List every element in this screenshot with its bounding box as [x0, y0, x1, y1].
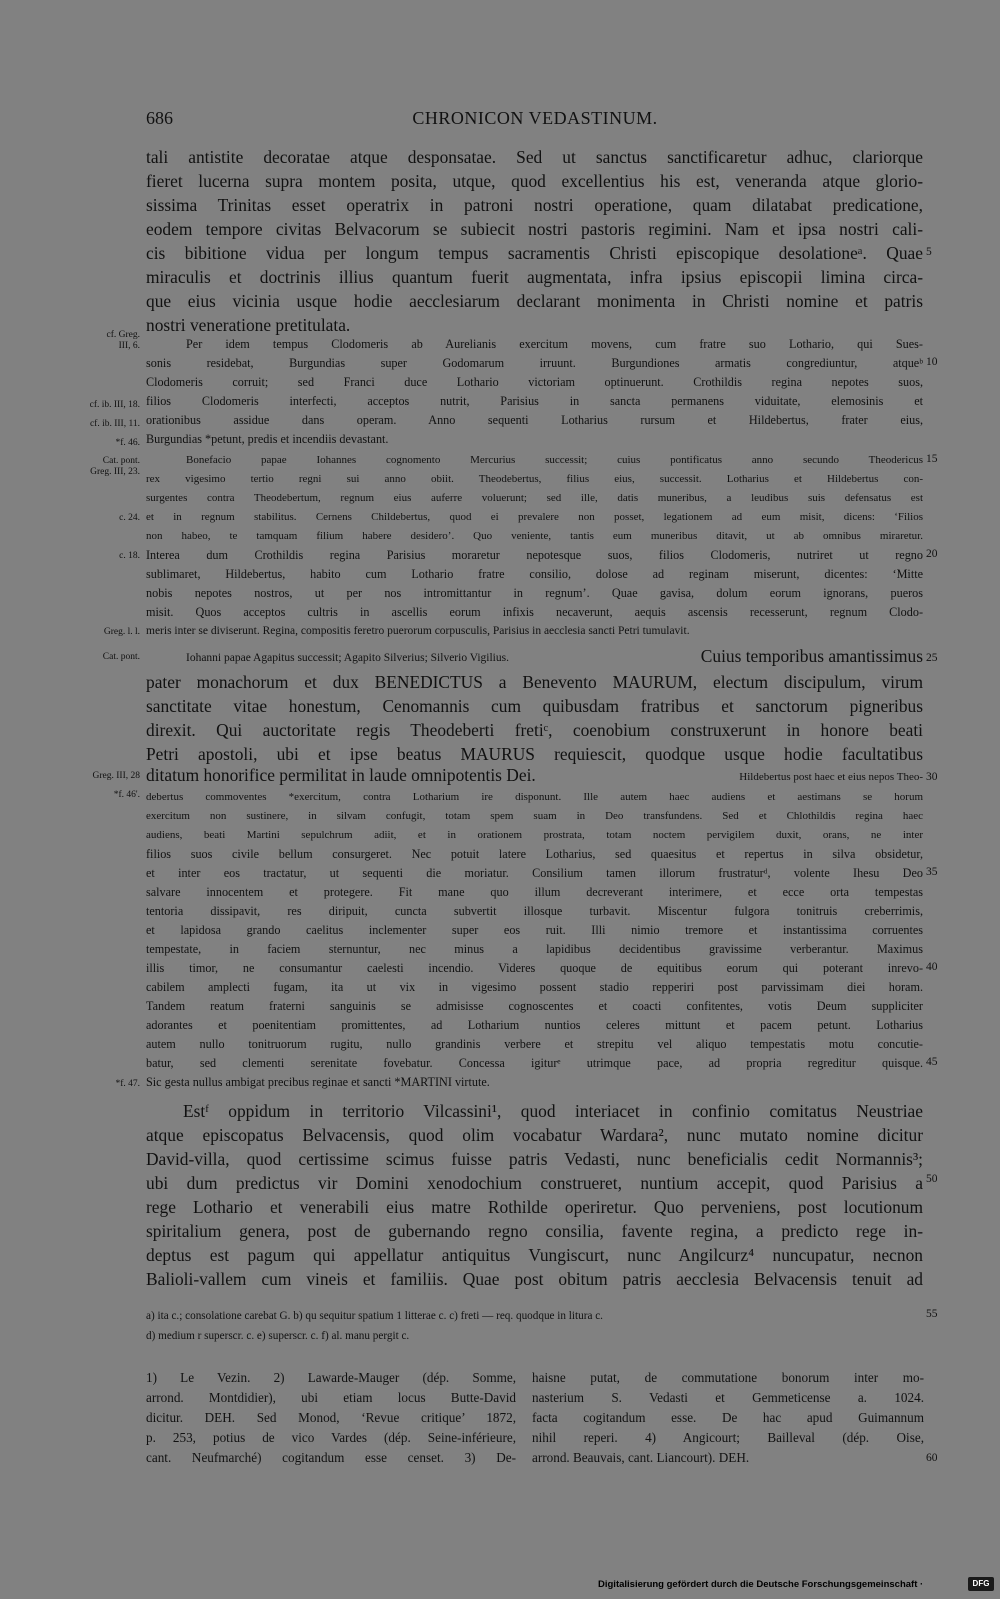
margin-note: c. 18.	[119, 551, 140, 561]
margin-note: Greg. III, 28	[92, 771, 140, 781]
text-line: et lapidosa grando caelitus inclementer super eos ruit. Illi nimio tremore et instantissima corruentes	[146, 923, 923, 937]
line-number: 45	[926, 1056, 938, 1068]
margin-note: Cat. pont.	[102, 456, 140, 466]
footnote-line: p. 253, potius de vico Vardes (dép. Seine-inférieure,	[146, 1430, 516, 1445]
line-number: 30	[926, 771, 938, 783]
margin-note: cf. Greg.	[106, 330, 140, 340]
text-line-large-part: ditatum honorifice permilitat in laude omnipotentis Dei.	[146, 765, 536, 785]
text-line: pater monachorum et dux BENEDICTUS a Benevento MAURUM, electum discipulum, virum	[146, 672, 923, 692]
text-line: David-villa, quod certissime scimus fuisse patris Vedasti, nunc beneficialis cedit Normannis³;	[146, 1149, 923, 1169]
text-line: nobis nepotes nostros, ut per nos intromittantur in regnum’. Quae gavisa, dolum eorum ignorans, pueros	[146, 586, 923, 600]
text-line: cis bibitione vidua per longum tempus sacramentis Christi episcopique desolationeᵃ. Quae	[146, 243, 923, 263]
text-line: cabilem amplecti fugam, ita ut vix in vigesimo possent stadio repperiri post parvissimam diei horam.	[146, 980, 923, 994]
text-line: tempestate, in faciem sternuntur, nec minus a lapidibus decidentibus gravissime verberantur. Maximus	[146, 942, 923, 956]
text-line: autem nullo tonitruorum rugitu, nullo grandinis verbere et strepitu vel aliquo tempestatis motu concutie-	[146, 1037, 923, 1051]
line-number: 55	[926, 1308, 938, 1320]
line-number: 60	[926, 1452, 938, 1464]
text-line: debertus commoventes *exercitum, contra Lotharium ire disponunt. Ille autem haec audiens et aestimans se horum	[146, 791, 923, 803]
apparatus-line: d) medium r superscr. c. e) superscr. c. f) al. manu pergit c.	[146, 1330, 410, 1342]
text-line: miraculis et doctrinis illius quantum fuerit augmentata, infra ipsius episcopii limina circa-	[146, 267, 923, 287]
text-line: Clodomeris corruit; sed Franci duce Lothario victoriam optinuerunt. Crothildis regina nepotes suos,	[146, 375, 923, 389]
text-line: spiritalium genera, post de gubernando regno consilia, favente regina, a predicto rege in-	[146, 1221, 923, 1241]
text-line: sublimaret, Hildebertus, habito cum Lothario fratre consilio, dolose ad reginam miserunt, dicentes: ‘Mitte	[146, 567, 923, 581]
text-line: illis timor, ne consumantur caelesti incendio. Videres quoque de equitibus eorum qui poterant inrevo-	[146, 961, 923, 975]
footnote-line: 1) Le Vezin. 2) Lawarde-Mauger (dép. Somme,	[146, 1370, 516, 1385]
text-line: sissima Trinitas esset operatrix in patroni nostri operatione, quam dilatabat predicatione,	[146, 195, 923, 215]
text-line: filios suos civile bellum consurgeret. Nec potuit latere Lotharius, sed quaesitus et repertus in silva obsidetur,	[146, 847, 923, 861]
text-line: sonis residebat, Burgundias super Godomarum irruunt. Burgundiones armatis congrediuntur, atqueᵇ	[146, 356, 923, 370]
footnote-line: dicitur. DEH. Sed Monod, ‘Revue critique’ 1872,	[146, 1410, 516, 1425]
margin-note: Greg. l. l.	[103, 627, 140, 637]
line-number: 20	[926, 548, 938, 560]
text-line: eodem tempore civitas Belvacorum se subiecit nostri pastoris regimini. Nam et ipsa nostri cali-	[146, 219, 923, 239]
mixed-line	[146, 765, 923, 789]
footnote-line: cant. Neufmarché) cogitandum esse censet. 3) De-	[146, 1450, 516, 1465]
text-line: tentoria dissipavit, res diripuit, cuncta subvertit illosque turbavit. Miscentur fulgora tonitruis creberrimis,	[146, 904, 923, 918]
text-line: tali antistite decoratae atque desponsatae. Sed ut sanctus sanctificaretur adhuc, clariorque	[146, 147, 923, 167]
running-title: CHRONICON VEDASTINUM.	[412, 108, 658, 128]
text-line: Petri apostoli, ubi et ipse beatus MAURUS requiescit, quodque usque hodie facultatibus	[146, 744, 923, 764]
text-line-small-part: Hildebertus post haec et eius nepos Theo-	[739, 771, 923, 783]
line-number: 50	[926, 1173, 938, 1185]
text-line: Tandem reatum fraterni sanguinis se admisisse cognoscentes et coacti confitentes, votis Deum suppliciter	[146, 999, 923, 1013]
margin-note: cf. ib. III, 11.	[89, 419, 140, 429]
text-line: deptus est pagum qui appellatur antiquitus Vungiscurt, nunc Angilcurz⁴ nuncupatur, necnon	[146, 1245, 923, 1265]
apparatus-line: a) ita c.; consolatione carebat G. b) qu sequitur spatium 1 litterae c. c) freti — req. quodque in litura c.	[146, 1310, 603, 1322]
text-line-large-part: Cuius temporibus amantissimus	[700, 646, 923, 666]
footnote-line: haisne putat, de commutatione bonorum inter mo-	[532, 1370, 924, 1385]
text-line: fieret lucerna supra montem posita, utque, quod excellentius his est, veneranda atque glorio-	[146, 171, 923, 191]
text-line: direxit. Qui auctoritate regis Theodeberti fretiᶜ, coenobium construxerunt in honore beati	[146, 720, 923, 740]
footnote-line: arrond. Montdidier), ubi etiam locus Butte-David	[146, 1390, 516, 1405]
text-line: orationibus assidue dans operam. Anno sequenti Lotharius rursum et Hildebertus, frater eius,	[146, 413, 923, 427]
text-line: atque episcopatus Belvacensis, quod olim vocabatur Wardara², nunc mutato nomine dicitur	[146, 1125, 923, 1145]
margin-note: *f. 46.	[115, 438, 140, 448]
text-line: sanctitate vitae honestum, Cenomannis cum quibusdam fratribus et sanctorum pigneribus	[146, 696, 923, 716]
text-line: exercitum non sustinere, in silvam confugit, totam spem suam in Deo transfundens. Sed et Chlothildis regina haec	[146, 810, 923, 822]
text-line: Bonefacio papae Iohannes cognomento Mercurius successit; cuius pontificatus anno secundo Theodericus	[186, 454, 923, 466]
margin-note: *f. 46'.	[113, 790, 140, 800]
line-number: 25	[926, 652, 938, 664]
text-line: Sic gesta nullus ambigat precibus reginae et sancti *MARTINI virtute.	[146, 1075, 490, 1089]
line-number: 35	[926, 866, 938, 878]
text-line: que eius vicinia usque hodie aecclesiarum declarant monimenta in Christi nomine et patris	[146, 291, 923, 311]
margin-note: cf. ib. III, 18.	[89, 400, 140, 410]
text-line: batur, sed clementi serenitate fovebatur. Concessa igiturᵉ utrimque pace, ad propria regreditur quisque.	[146, 1056, 923, 1070]
text-line: salvare innocentem et protegere. Fit mane quo illum decreverant interimere, et ecce orta tempestas	[146, 885, 923, 899]
text-line: Per idem tempus Clodomeris ab Aurelianis exercitum movens, cum fratre suo Lothario, qui Sues-	[186, 337, 923, 351]
line-number: 40	[926, 961, 938, 973]
text-line: audiens, beati Martini sepulchrum adiit, et in orationem prostrata, totam noctem pervigilem duxit, orans, ne inter	[146, 829, 923, 841]
text-line: misit. Quos acceptos cultris in ascellis eorum infixis necaverunt, aequis ascensis recesserunt, regnum Clodo-	[146, 605, 923, 619]
text-line: et inter eos tractatur, ut sequenti die moriatur. Consilium tamen illorum frustraturᵈ, volente Ihesu Deo	[146, 866, 923, 880]
page-header	[146, 108, 924, 138]
text-line: surgentes contra Theodebertum, regnum eius auferre voluerunt; sed ille, datis muneribus, a leudibus suis defensatus est	[146, 492, 923, 504]
text-line: et in regnum stabilitus. Cernens Childebertus, quod ei prevalere non posset, legationem ad eum misit, dicens: ‘Filios	[146, 511, 923, 523]
margin-note: Greg. III, 23.	[90, 467, 140, 477]
text-line: Burgundias *petunt, predis et incendiis devastant.	[146, 432, 389, 446]
mixed-line	[146, 646, 923, 670]
line-number: 5	[926, 246, 932, 258]
text-line: rex vigesimo tertio regni sui anno obiit. Theodebertus, filius eius, successit. Lotharius et Hildebertus con-	[146, 473, 923, 485]
text-line-small-part: Iohanni papae Agapitus successit; Agapito Silverius; Silverio Vigilius.	[186, 652, 509, 664]
text-line: ubi dum predictus vir Domini xenodochium construeret, nuntium accepit, quod Parisius a	[146, 1173, 923, 1193]
text-line: filios Clodomeris interfecti, acceptos nutrit, Parisius in sancta permanens viduitate, elemosinis et	[146, 394, 923, 408]
text-line: adorantes et poenitentiam promittentes, ad Lotharium nuntios celeres mittunt et pacem petunt. Lotharius	[146, 1018, 923, 1032]
page-number: 686	[146, 108, 173, 128]
text-line: Balioli-vallem cum vineis et familiis. Quae post obitum patris aecclesia Belvacensis tenuit ad	[146, 1269, 923, 1289]
footnote-line: arrond. Beauvais, cant. Liancourt). DEH.	[532, 1450, 750, 1465]
footnote-line: nasterium S. Vedasti et Gemmeticense a. 1024.	[532, 1390, 924, 1405]
margin-note: III, 6.	[118, 341, 140, 351]
text-line: meris inter se diviserunt. Regina, compositis feretro puerorum corpusculis, Parisius in aecclesia sancti Petri tumulavit.	[146, 625, 690, 637]
text-line: Estᶠ oppidum in territorio Vilcassini¹, quod interiacet in confinio comitatus Neustriae	[183, 1101, 923, 1121]
footnote-line: facta cogitandum esse. De hac apud Guimannum	[532, 1410, 924, 1425]
margin-note: *f. 47.	[115, 1079, 140, 1089]
margin-note: Cat. pont.	[102, 652, 140, 662]
margin-note: c. 24.	[119, 513, 140, 523]
footnote-line: nihil reperi. 4) Angicourt; Bailleval (dép. Oise,	[532, 1430, 924, 1445]
line-number: 10	[926, 356, 938, 368]
line-number: 15	[926, 453, 938, 465]
text-line: non habeo, te tamquam filium habere desidero’. Quo veniente, tantis eum muneribus ditavit, ut ab omnibus miraretur.	[146, 530, 923, 542]
digitization-credit: Digitalisierung gefördert durch die Deutsche Forschungsgemeinschaft ·	[598, 1579, 924, 1590]
text-line: nostri veneratione pretitulata.	[146, 315, 351, 335]
text-line: rege Lothario et venerabili eius matre Rothilde operiretur. Quo perveniens, post locutionum	[146, 1197, 923, 1217]
dfg-logo-icon: DFG	[968, 1577, 994, 1591]
text-line: Interea dum Crothildis regina Parisius moraretur nepotesque suos, filios Clodomeris, nutriret ut regno	[146, 548, 923, 562]
